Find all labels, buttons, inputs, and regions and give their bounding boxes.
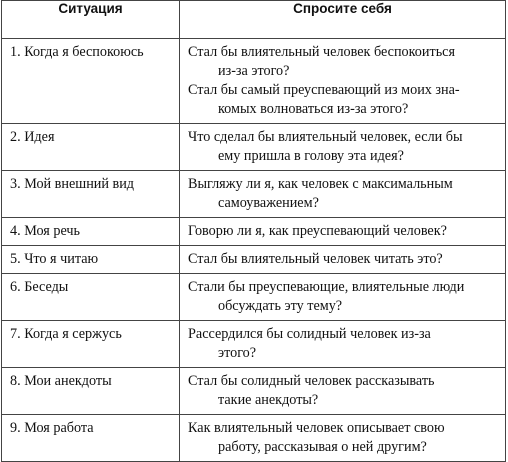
situation-cell bbox=[2, 39, 180, 124]
question-line: комых волноваться из-за этого? bbox=[218, 101, 409, 117]
situation-text: 2. Идея bbox=[10, 129, 55, 145]
question-line: работу, рассказывая о ней другим? bbox=[218, 439, 427, 455]
question-cell bbox=[180, 321, 506, 368]
situation-text: 3. Мой внешний вид bbox=[10, 176, 135, 192]
question-cell bbox=[180, 39, 506, 124]
situation-text: 6. Беседы bbox=[10, 279, 69, 295]
situation-text: 5. Что я читаю bbox=[10, 251, 99, 267]
question-cell bbox=[180, 124, 506, 171]
situation-cell bbox=[2, 218, 180, 246]
situation-text: 4. Моя речь bbox=[10, 223, 80, 239]
situation-cell bbox=[2, 321, 180, 368]
question-line: Стал бы самый преуспевающий из моих зна- bbox=[188, 82, 460, 98]
situation-cell bbox=[2, 124, 180, 171]
table-row bbox=[2, 246, 506, 274]
question-line: Стал бы солидный человек рассказывать bbox=[188, 373, 435, 389]
table-row bbox=[2, 124, 506, 171]
situation-text: 7. Когда я сержусь bbox=[10, 326, 122, 342]
situation-cell bbox=[2, 415, 180, 462]
table-row bbox=[2, 368, 506, 415]
situation-cell bbox=[2, 274, 180, 321]
question-line: Стали бы преуспевающие, влиятельные люди bbox=[188, 279, 465, 295]
question-cell bbox=[180, 368, 506, 415]
question-line: самоуважением? bbox=[218, 195, 319, 211]
question-cell bbox=[180, 246, 506, 274]
question-line: Что сделал бы влиятельный человек, если бы bbox=[188, 129, 463, 145]
question-line: обсуждать эту тему? bbox=[218, 298, 343, 314]
header-ask-yourself: Спросите себя bbox=[180, 1, 506, 39]
table-header-row bbox=[2, 1, 506, 39]
question-cell bbox=[180, 171, 506, 218]
situation-text: 8. Мои анекдоты bbox=[10, 373, 112, 389]
question-line: Выгляжу ли я, как человек с максимальным bbox=[188, 176, 453, 192]
question-line: Рассердился бы солидный человек из-за bbox=[188, 326, 431, 342]
question-line: ему пришла в голову эта идея? bbox=[218, 148, 404, 164]
table-row bbox=[2, 39, 506, 124]
table-row bbox=[2, 415, 506, 462]
table-row bbox=[2, 321, 506, 368]
question-line: Как влиятельный человек описывает свою bbox=[188, 420, 445, 436]
situation-text: 1. Когда я беспокоюсь bbox=[10, 44, 144, 60]
situation-cell bbox=[2, 246, 180, 274]
question-line: Говорю ли я, как преуспевающий человек? bbox=[188, 223, 447, 239]
table-row bbox=[2, 274, 506, 321]
question-line: из-за этого? bbox=[218, 63, 290, 79]
question-line: этого? bbox=[218, 345, 257, 361]
situation-table bbox=[1, 0, 506, 462]
table-row bbox=[2, 171, 506, 218]
situation-text: 9. Моя работа bbox=[10, 420, 94, 436]
situation-cell bbox=[2, 368, 180, 415]
question-line: такие анекдоты? bbox=[218, 392, 319, 408]
question-cell bbox=[180, 274, 506, 321]
question-line: Стал бы влиятельный человек беспокоиться bbox=[188, 44, 455, 60]
header-situation: Ситуация bbox=[2, 1, 180, 39]
question-cell bbox=[180, 218, 506, 246]
situation-cell bbox=[2, 171, 180, 218]
question-line: Стал бы влиятельный человек читать это? bbox=[188, 251, 443, 267]
question-cell bbox=[180, 415, 506, 462]
table-row bbox=[2, 218, 506, 246]
